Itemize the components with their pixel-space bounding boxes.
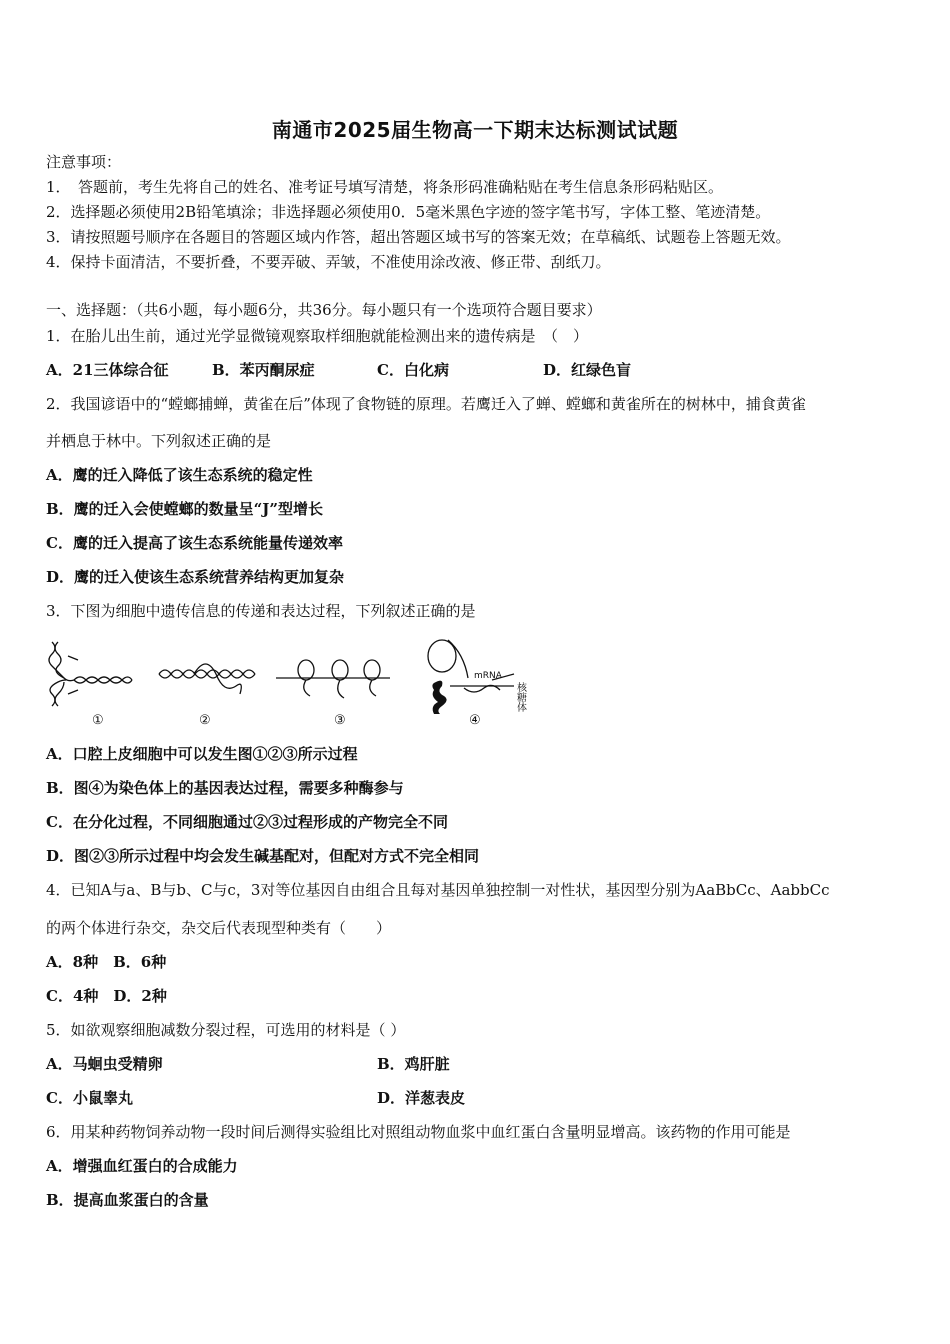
q2-option-a: A．鹰的迁入降低了该生态系统的稳定性	[46, 466, 313, 484]
q6-stem: 6．用某种药物饲养动物一段时间后测得实验组比对照组动物血浆中血红蛋白含量明显增高。该药物的作用可能是	[46, 1123, 791, 1141]
figure-label-2: ②	[199, 713, 211, 728]
figure-label-3: ③	[334, 713, 346, 728]
figure-label-4: ④	[469, 713, 481, 728]
q5-option-c: C．小鼠睾丸	[46, 1089, 133, 1107]
notice-item-4: 4．保持卡面清洁，不要折叠，不要弄破、弄皱，不准使用涂改液、修正带、刮纸刀。	[46, 253, 611, 271]
replication-diagram	[49, 642, 132, 706]
ribosome-label: 核糖体	[514, 682, 526, 712]
translation-diagram	[276, 660, 390, 698]
q2-option-c: C．鹰的迁入提高了该生态系统能量传递效率	[46, 534, 343, 552]
q1-option-c: C．白化病	[377, 361, 449, 379]
notice-item-2: 2．选择题必须使用2B铅笔填涂；非选择题必须使用0．5毫米黑色字迹的签字笔书写，字体工整、笔迹清楚。	[46, 203, 771, 221]
q4-stem-line-2: 的两个体进行杂交，杂交后代表现型种类有（ ）	[46, 919, 392, 937]
figure-label-1: ①	[92, 713, 104, 728]
q4-options-row-1: A．8种 B．6种	[46, 953, 167, 971]
q3-option-a: A．口腔上皮细胞中可以发生图①②③所示过程	[46, 745, 358, 763]
mrna-label: mRNA	[474, 671, 502, 681]
q3-stem: 3．下图为细胞中遗传信息的传递和表达过程，下列叙述正确的是	[46, 602, 476, 620]
q2-option-d: D．鹰的迁入使该生态系统营养结构更加复杂	[46, 568, 345, 586]
q1-stem: 1．在胎儿出生前，通过光学显微镜观察取样细胞就能检测出来的遗传病是 （ ）	[46, 327, 589, 345]
q5-option-b: B．鸡肝脏	[377, 1055, 450, 1073]
q1-option-b: B．苯丙酮尿症	[212, 361, 315, 379]
q3-option-d: D．图②③所示过程中均会发生碱基配对，但配对方式不完全相同	[46, 847, 480, 865]
q2-stem-line-1: 2．我国谚语中的“螳螂捕蝉，黄雀在后”体现了食物链的原理。若鹰迁入了蝉、螳螂和黄雀所在的树林中，捕食黄雀	[46, 395, 806, 413]
q5-option-d: D．洋葱表皮	[377, 1089, 466, 1107]
q3-option-b: B．图④为染色体上的基因表达过程，需要多种酶参与	[46, 779, 404, 797]
gene-expression-figure	[44, 634, 544, 729]
q5-stem: 5．如欲观察细胞减数分裂过程，可选用的材料是（ ）	[46, 1021, 406, 1039]
q3-option-c: C．在分化过程，不同细胞通过②③过程形成的产物完全不同	[46, 813, 448, 831]
q5-option-a: A．马蛔虫受精卵	[46, 1055, 163, 1073]
section-heading: 一、选择题：（共6小题，每小题6分，共36分。每小题只有一个选项符合题目要求）	[46, 301, 602, 319]
chromatin-mark	[432, 681, 446, 714]
transcription-diagram	[159, 664, 255, 694]
notice-item-3: 3．请按照题号顺序在各题目的答题区域内作答，超出答题区域书写的答案无效；在草稿纸、试题卷上答题无效。	[46, 228, 791, 246]
q6-option-a: A．增强血红蛋白的合成能力	[46, 1157, 238, 1175]
page-title: 南通市2025届生物高一下期末达标测试试题	[271, 118, 679, 142]
q1-option-d: D．红绿色盲	[543, 361, 632, 379]
q1-option-a: A．21三体综合征	[46, 361, 169, 379]
q4-options-row-2: C．4种 D．2种	[46, 987, 167, 1005]
q6-option-b: B．提高血浆蛋白的含量	[46, 1191, 209, 1209]
q4-stem-line-1: 4．已知A与a、B与b、C与c，3对等位基因自由组合且每对基因单独控制一对性状，基因型分别为AaBbCc、AabbCc	[46, 881, 830, 899]
q2-option-b: B．鹰的迁入会使螳螂的数量呈“J”型增长	[46, 500, 324, 518]
notice-item-1: 1． 答题前，考生先将自己的姓名、准考证号填写清楚，将条形码准确粘贴在考生信息条形码粘贴区。	[46, 178, 724, 196]
notice-heading: 注意事项：	[46, 153, 122, 171]
q2-stem-line-2: 并栖息于林中。下列叙述正确的是	[46, 432, 272, 450]
